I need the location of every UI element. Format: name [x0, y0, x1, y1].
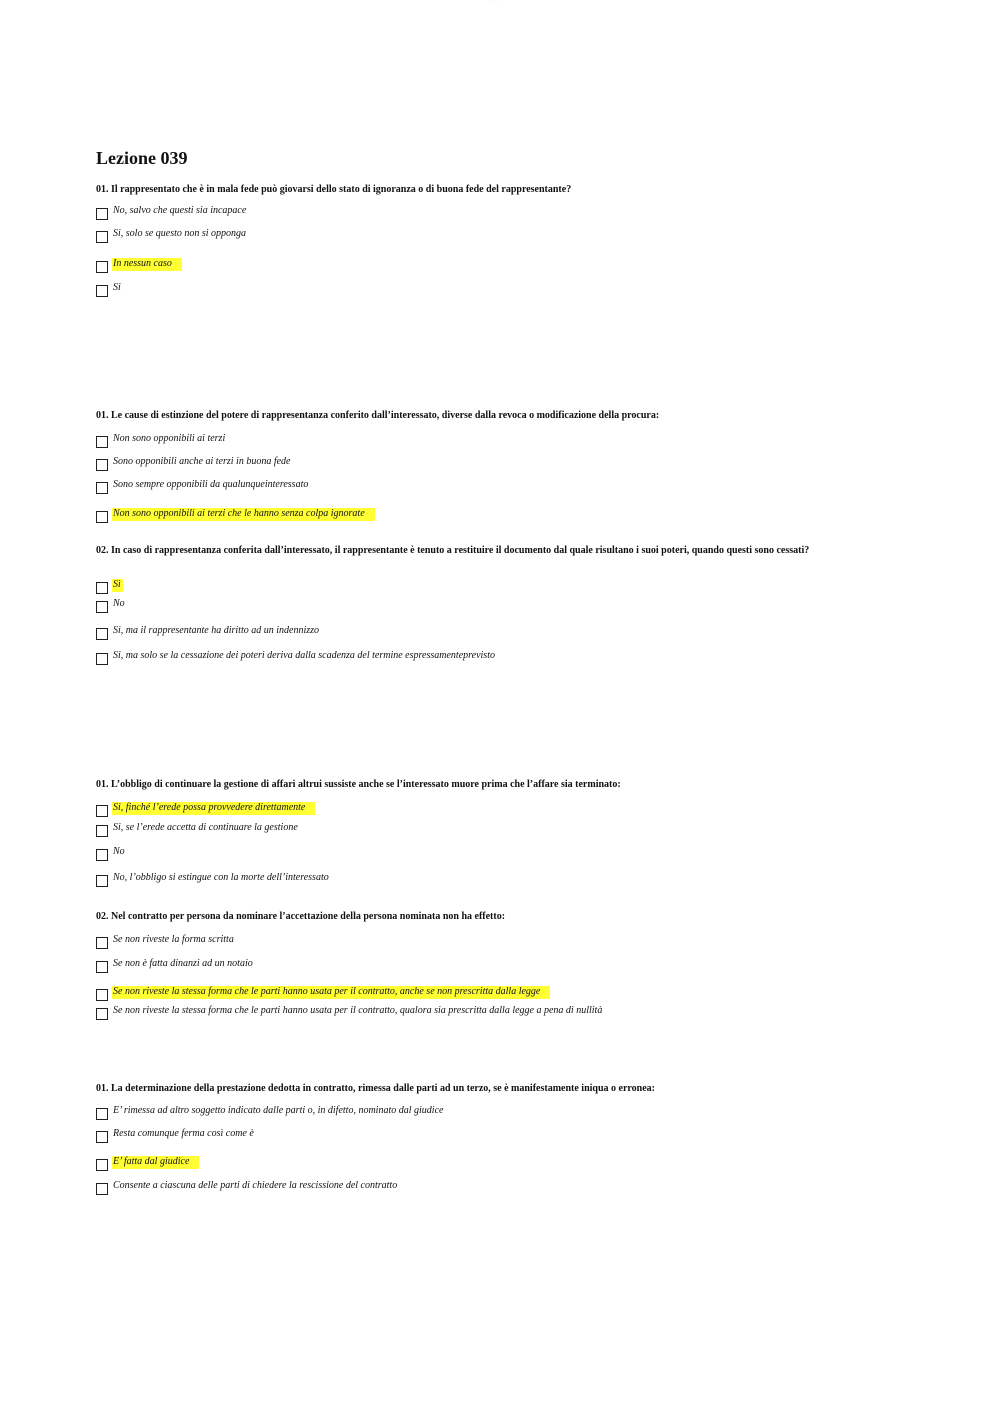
question-1: 01. Il rappresentato che è in mala fede può giovarsi dello stato di ignoranza o di buona fede del rappresentante? — [96, 184, 572, 195]
option-label: Sono opponibili anche ai terzi in buona fede — [113, 456, 291, 467]
option-label: Si, se l’erede accetta di continuare la gestione — [113, 822, 298, 833]
option-label: Non sono opponibili ai terzi — [113, 433, 226, 444]
header-mark: · · · · — [490, 0, 500, 4]
checkbox[interactable] — [96, 601, 108, 613]
option-q4-b[interactable] — [96, 822, 300, 838]
checkbox[interactable] — [96, 989, 108, 1001]
checkbox[interactable] — [96, 1131, 108, 1143]
checkbox[interactable] — [96, 805, 108, 817]
option-label: Sì — [113, 579, 121, 590]
option-label: No, salvo che questi sia incapace — [113, 205, 247, 216]
option-q1-b[interactable] — [96, 228, 248, 244]
checkbox[interactable] — [96, 1008, 108, 1020]
option-q1-d[interactable] — [96, 282, 123, 298]
page-title: Lezione 039 — [96, 148, 188, 168]
option-q5-a[interactable] — [96, 934, 236, 950]
option-q3-c[interactable] — [96, 625, 321, 641]
checkbox[interactable] — [96, 1108, 108, 1120]
option-label: Si, ma il rappresentante ha diritto ad un indennizzo — [113, 625, 320, 636]
option-label: Se non è fatta dinanzi ad un notaio — [113, 958, 253, 969]
option-q4-d[interactable] — [96, 872, 331, 888]
option-q1-c[interactable] — [96, 258, 182, 274]
option-label: Si, solo se questo non si opponga — [113, 228, 247, 239]
option-label: Se non riveste la stessa forma che le parti hanno usata per il contratto, qualora sia prescritta dalla legge a pena di nullità — [113, 1005, 603, 1016]
option-q2-c[interactable] — [96, 479, 310, 495]
option-q3-b[interactable] — [96, 598, 127, 614]
question-3: 02. In caso di rappresentanza conferita dall’interessato, il rappresentante è tenuto a restituire il documento dal quale risultano i suoi poteri, quando questi sono cessati? — [96, 545, 810, 556]
checkbox[interactable] — [96, 825, 108, 837]
checkbox[interactable] — [96, 208, 108, 220]
checkbox[interactable] — [96, 961, 108, 973]
checkbox[interactable] — [96, 261, 108, 273]
option-label: Si, finché l’erede possa provvedere direttamente — [112, 802, 315, 815]
checkbox[interactable] — [96, 849, 108, 861]
option-label: Resta comunque ferma così come è — [113, 1128, 254, 1139]
checkbox[interactable] — [96, 285, 108, 297]
option-q1-a[interactable] — [96, 205, 248, 221]
option-q3-a[interactable] — [96, 579, 123, 595]
option-q6-b[interactable] — [96, 1128, 256, 1144]
option-label: E’ fatta dal giudice — [112, 1156, 199, 1169]
option-q3-d[interactable] — [96, 650, 497, 666]
checkbox[interactable] — [96, 1183, 108, 1195]
option-q6-d[interactable] — [96, 1180, 399, 1196]
question-2: 01. Le cause di estinzione del potere di rappresentanza conferito dall’interessato, diverse dalla revoca o modificazione della procura: — [96, 410, 660, 421]
question-4: 01. L’obbligo di continuare la gestione di affari altrui sussiste anche se l’interessato muore prima che l’affare sia terminato: — [96, 779, 621, 790]
option-label: In nessun caso — [112, 258, 182, 271]
checkbox[interactable] — [96, 653, 108, 665]
option-q4-c[interactable] — [96, 846, 127, 862]
checkbox[interactable] — [96, 511, 108, 523]
option-label: Non sono opponibili ai terzi che le hanno senza colpa ignorate — [112, 508, 375, 521]
option-q5-d[interactable] — [96, 1005, 604, 1021]
checkbox[interactable] — [96, 231, 108, 243]
option-label: Se non riveste la stessa forma che le parti hanno usata per il contratto, anche se non prescritta dalla legge — [112, 986, 550, 999]
question-6: 01. La determinazione della prestazione dedotta in contratto, rimessa dalle parti ad un terzo, se è manifestamente iniqua o erronea: — [96, 1083, 656, 1094]
option-label: No, l’obbligo si estingue con la morte dell’interessato — [113, 872, 329, 883]
option-label: No — [113, 846, 125, 857]
checkbox[interactable] — [96, 1159, 108, 1171]
option-q6-c[interactable] — [96, 1156, 199, 1172]
checkbox[interactable] — [96, 937, 108, 949]
option-label: Si — [113, 282, 121, 293]
option-label: No — [113, 598, 125, 609]
option-q2-d[interactable] — [96, 508, 375, 524]
option-label: E’ rimessa ad altro soggetto indicato dalle parti o, in difetto, nominato dal giudice — [113, 1105, 444, 1116]
option-q6-a[interactable] — [96, 1105, 445, 1121]
option-q4-a[interactable] — [96, 802, 315, 818]
option-q5-b[interactable] — [96, 958, 255, 974]
checkbox[interactable] — [96, 875, 108, 887]
option-label: Se non riveste la forma scritta — [113, 934, 234, 945]
checkbox[interactable] — [96, 459, 108, 471]
checkbox[interactable] — [96, 436, 108, 448]
checkbox[interactable] — [96, 582, 108, 594]
option-label: Si, ma solo se la cessazione dei poteri deriva dalla scadenza del termine espressamenteprevisto — [113, 650, 495, 661]
option-q5-c[interactable] — [96, 986, 550, 1002]
option-label: Sono sempre opponibili da qualunqueinteressato — [113, 479, 309, 490]
option-q2-b[interactable] — [96, 456, 292, 472]
option-label: Consente a ciascuna delle parti di chiedere la rescissione del contratto — [113, 1180, 398, 1191]
option-q2-a[interactable] — [96, 433, 227, 449]
question-5: 02. Nel contratto per persona da nominare l’accettazione della persona nominata non ha effetto: — [96, 911, 506, 922]
checkbox[interactable] — [96, 628, 108, 640]
checkbox[interactable] — [96, 482, 108, 494]
